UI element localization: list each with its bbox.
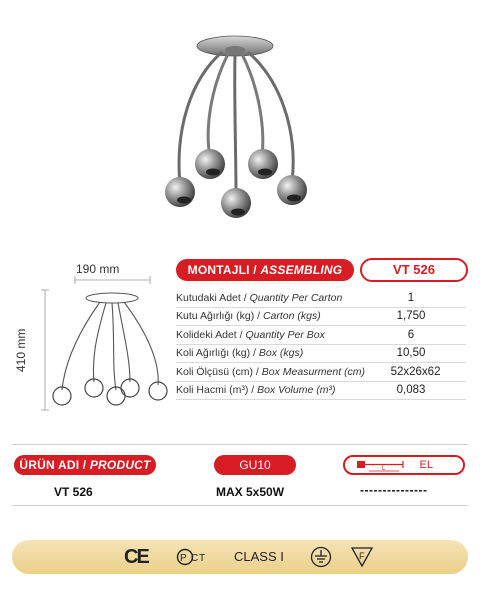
spec-value: 6	[407, 328, 415, 341]
spec-value: 52x26x62	[390, 365, 441, 378]
spec-label-tr: Kutu Ağırlığı (kg) /	[176, 310, 261, 323]
assembling-label-en: ASSEMBLING	[260, 263, 343, 277]
spec-row	[176, 363, 466, 382]
spec-label-tr: Koli Ölçüsü (cm) /	[176, 365, 259, 378]
spec-row	[176, 382, 466, 401]
spec-label-en: Box Volume (m³)	[257, 384, 336, 397]
el-value: ---------------	[360, 483, 428, 497]
svg-text:C: C	[191, 553, 199, 564]
spec-label-en: Carton (kgs)	[262, 310, 321, 323]
el-label: EL	[419, 459, 433, 471]
product-label-en: PRODUCT	[89, 458, 151, 472]
ground-icon	[310, 546, 332, 568]
spec-label-tr: Kolideki Adet /	[176, 328, 243, 341]
width-dimension: 190 mm	[76, 262, 120, 276]
spec-value: 1,750	[396, 310, 426, 323]
assembling-header	[176, 259, 354, 281]
class-label: CLASS I	[234, 549, 284, 564]
spec-label-en: Box (kgs)	[258, 347, 304, 360]
spec-row	[176, 308, 466, 327]
product-photo	[150, 20, 320, 230]
assembling-label-tr: MONTAJLI /	[187, 263, 257, 277]
spec-value: 0,083	[396, 384, 426, 397]
divider	[12, 444, 468, 445]
certification-bar	[12, 540, 468, 574]
cable-length-icon	[355, 458, 411, 474]
bulb-value: MAX 5x50W	[216, 485, 285, 499]
el-badge	[343, 455, 465, 475]
svg-text:P: P	[180, 553, 187, 564]
svg-text:L: L	[382, 466, 386, 472]
spec-label-en: Quantity Per Box	[245, 328, 325, 341]
bulb-type-badge: GU10	[214, 455, 296, 475]
spec-row	[176, 289, 466, 308]
ce-mark: CE	[124, 546, 148, 568]
svg-text:F: F	[359, 551, 365, 561]
spec-value: 10,50	[396, 347, 426, 360]
product-label-tr: ÜRÜN ADI /	[19, 458, 87, 472]
spec-table	[176, 289, 466, 400]
spec-label-tr: Koli Ağırlığı (kg) /	[176, 347, 256, 360]
height-dimension: 410 mm	[14, 328, 28, 372]
product-name: VT 526	[54, 485, 93, 499]
product-header	[14, 455, 156, 475]
spec-value: 1	[407, 291, 415, 304]
pct-icon	[176, 548, 212, 566]
f-mark-icon	[350, 546, 374, 568]
divider	[12, 505, 468, 506]
product-code-badge: VT 526	[360, 258, 468, 282]
spec-label-tr: Koli Hacmi (m³) /	[176, 384, 255, 397]
spec-row	[176, 326, 466, 345]
spec-label-en: Quantity Per Carton	[249, 291, 343, 304]
technical-drawing	[20, 260, 170, 420]
spec-label-tr: Kutudaki Adet /	[176, 291, 247, 304]
spec-label-en: Box Measurment (cm)	[261, 365, 366, 378]
spec-row	[176, 345, 466, 364]
svg-text:T: T	[199, 553, 206, 564]
